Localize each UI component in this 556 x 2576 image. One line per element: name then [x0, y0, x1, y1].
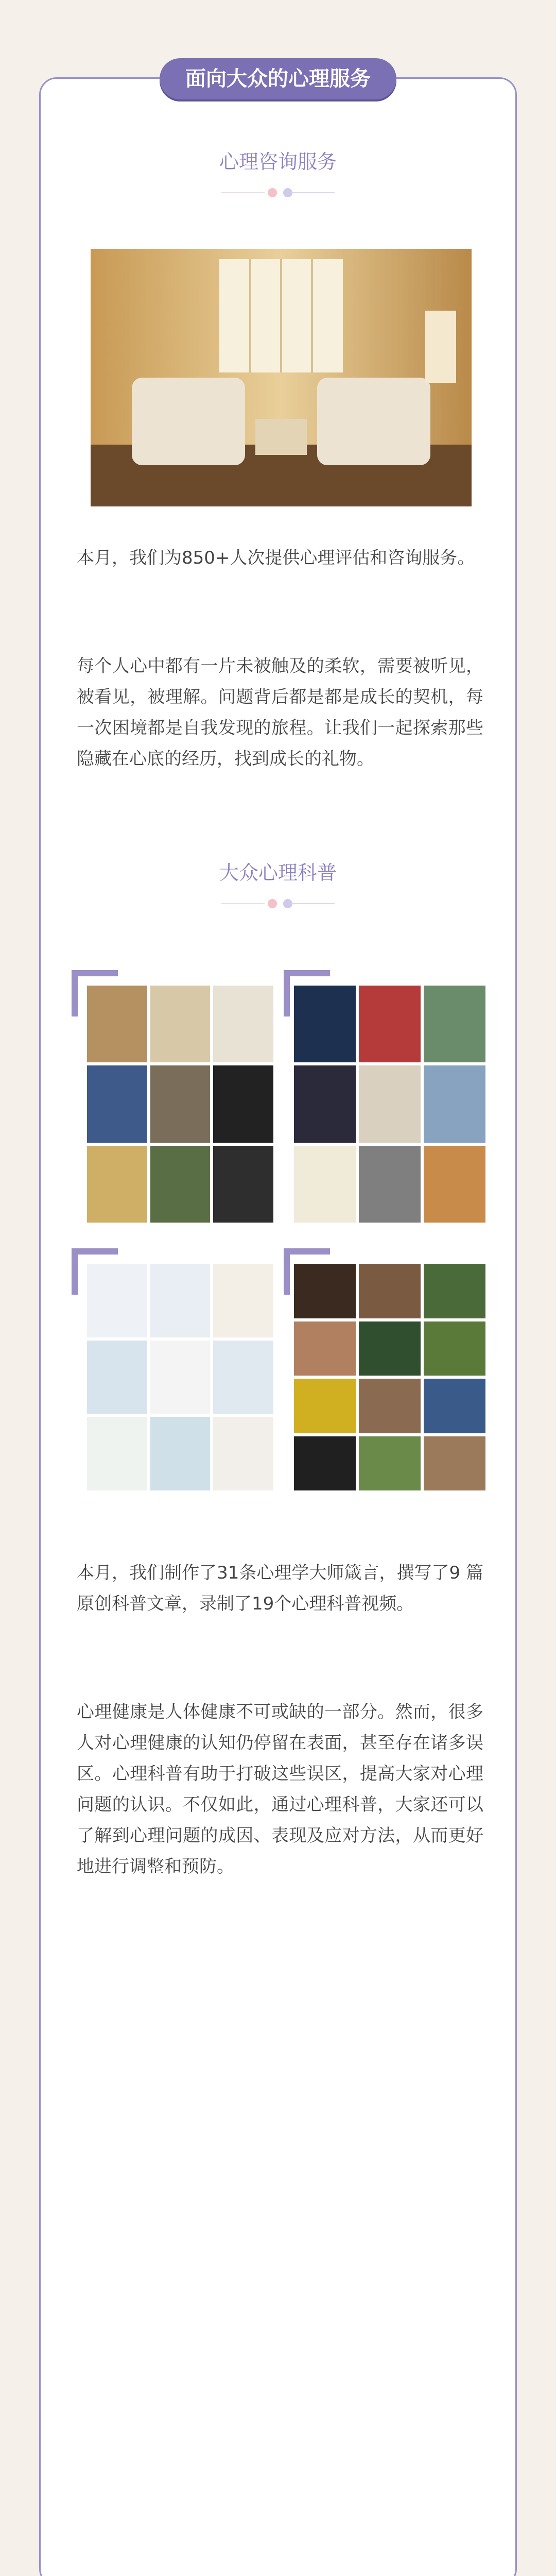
- science-paragraph-1: 本月，我们制作了31条心理学大师箴言，撰写了9 篇原创科普文章，录制了19个心理科普视频。: [77, 1563, 483, 1614]
- science-paragraph-2: 心理健康是人体健康不可或缺的一部分。然而，很多人对心理健康的认知仍停留在表面，甚至存在诸多误区。心理科普有助于打破这些误区，提高大家对心理问题的认识。不仅如此，通过心理科普，大家还可以了解到心理问题的成因、表现及应对方法，从而更好地进行调整和预防。: [77, 1702, 483, 1877]
- counseling-room-photo: [91, 249, 472, 506]
- quote-collage-1: [72, 970, 273, 1228]
- divider-dots: [221, 188, 335, 198]
- subtitle-science: 大众心理科普: [219, 861, 337, 884]
- quote-collage-2: [284, 970, 485, 1228]
- section-public-services: [39, 67, 517, 2576]
- counseling-paragraph-2: 每个人心中都有一片未被触及的柔软，需要被听见，被看见，被理解。问题背后都是都是成长的契机，每一次困境都是自我发现的旅程。让我们一起探索那些隐藏在心底的经历，找到成长的礼物。: [77, 656, 483, 769]
- counseling-paragraph-1: 本月，我们为850+人次提供心理评估和咨询服务。: [77, 548, 475, 568]
- video-collage: [284, 1248, 485, 1496]
- article-collage: [72, 1248, 273, 1496]
- section-title-pill: 面向大众的心理服务: [160, 58, 396, 99]
- divider-dots: [221, 899, 335, 909]
- subtitle-counseling: 心理咨询服务: [219, 150, 337, 173]
